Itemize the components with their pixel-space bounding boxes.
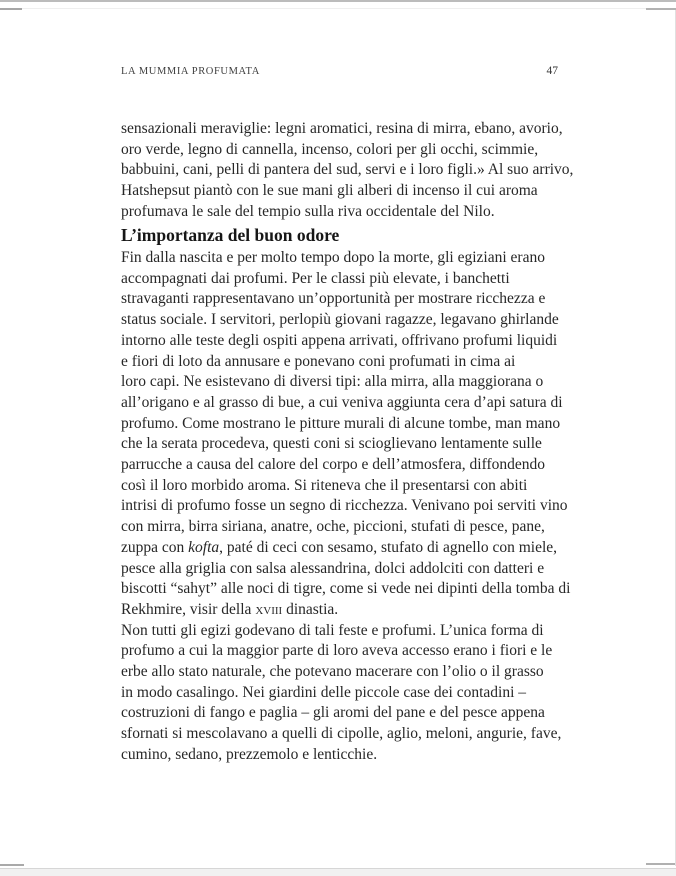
text-line: e fiori di loto da annusare e ponevano coni profumati in cima ai xyxy=(121,352,516,370)
page-number: 47 xyxy=(546,65,558,77)
text-line: zuppa con kofta, paté di ceci con sesamo, stufato di agnello con miele, xyxy=(121,538,558,556)
text-line: biscotti “sahyt” alle noci di tigre, come si vede nei dipinti della tomba di xyxy=(121,580,571,598)
text-line: status sociale. I servitori, perlopiù giovani ragazze, legavano ghirlande xyxy=(121,311,559,329)
text-line: profumo a cui la maggior parte di loro aveva accesso erano i fiori e le xyxy=(121,642,553,660)
section-heading: L’importanza del buon odore xyxy=(121,224,340,245)
paragraph xyxy=(121,119,574,223)
text-line: parrucche a causa del calore del corpo e dell’atmosfera, diffondendo xyxy=(121,456,546,474)
page-top-edge xyxy=(0,0,676,2)
text-line: profumava le sale del tempio sulla riva occidentale del Nilo. xyxy=(121,202,495,220)
book-page xyxy=(121,65,574,766)
text-line: oro verde, legno di cannella, incenso, colori per gli occhi, scimmie, xyxy=(121,140,539,158)
content-blocks xyxy=(121,119,574,766)
page-header xyxy=(121,65,558,77)
text-line: intrisi di profumo fosse un segno di ricchezza. Venivano poi serviti vino xyxy=(121,497,568,515)
text-line: stravaganti rappresentavano un’opportunità per mostrare ricchezza e xyxy=(121,290,546,308)
text-line: Rekhmire, visir della xviii dinastia. xyxy=(121,600,339,618)
text-line: pesce alla griglia con salsa alessandrina, dolci addolciti con datteri e xyxy=(121,559,545,577)
paragraph xyxy=(121,248,571,621)
text-line: che la serata procedeva, questi coni si scioglievano lentamente sulle xyxy=(121,435,542,453)
text-line: in modo casalingo. Nei giardini delle piccole case dei contadini – xyxy=(121,683,527,701)
page-curl-top-right xyxy=(646,8,676,10)
text-line: costruzioni di fango e paglia – gli aromi del pane e del pesce appena xyxy=(121,704,545,722)
text-line: cumino, sedano, prezzemolo e lenticchie. xyxy=(121,745,378,763)
text-line: babbuini, cani, pelli di pantera del sud, servi e i loro figli.» Al suo arrivo, xyxy=(121,161,574,179)
running-header: LA MUMMIA PROFUMATA xyxy=(121,66,260,77)
text-line: Non tutti gli egizi godevano di tali feste e profumi. L’unica forma di xyxy=(121,621,544,639)
page-bottom-strip xyxy=(0,869,676,876)
text-line: profumo. Come mostrano le pitture murali di alcune tombe, man mano xyxy=(121,414,561,432)
text-line: con mirra, birra siriana, anatre, oche, piccioni, stufati di pesce, pane, xyxy=(121,518,545,536)
text-line: sensazionali meraviglie: legni aromatici, resina di mirra, ebano, avorio, xyxy=(121,120,563,137)
text-line: accompagnati dai profumi. Per le classi più elevate, i banchetti xyxy=(121,269,510,287)
text-line: sfornati si mescolavano a quelli di cipolle, aglio, meloni, angurie, fave, xyxy=(121,725,562,743)
text-line: erbe allo stato naturale, che potevano macerare con l’olio o il grasso xyxy=(121,663,544,681)
text-line: loro capi. Ne esistevano di diversi tipi: alla mirra, alla maggiorana o xyxy=(121,373,544,391)
text-line: Fin dalla nascita e per molto tempo dopo la morte, gli egiziani erano xyxy=(121,249,545,267)
paragraph xyxy=(121,621,562,766)
text-line: intorno alle teste degli ospiti appena arrivati, offrivano profumi liquidi xyxy=(121,331,558,349)
text-line: così il loro morbido aroma. Si riteneva che il presentarsi con abiti xyxy=(121,476,528,494)
page-curl-bottom-right xyxy=(646,863,676,865)
text-line: all’origano e al grasso di bue, a cui veniva aggiunta cera d’api satura di xyxy=(121,393,563,411)
page-seam-top xyxy=(0,8,676,9)
text-line: Hatshepsut piantò con le sue mani gli alberi di incenso il cui aroma xyxy=(121,182,538,200)
page-curl-bottom-left xyxy=(0,864,24,866)
page-curl-top-left xyxy=(0,8,22,10)
